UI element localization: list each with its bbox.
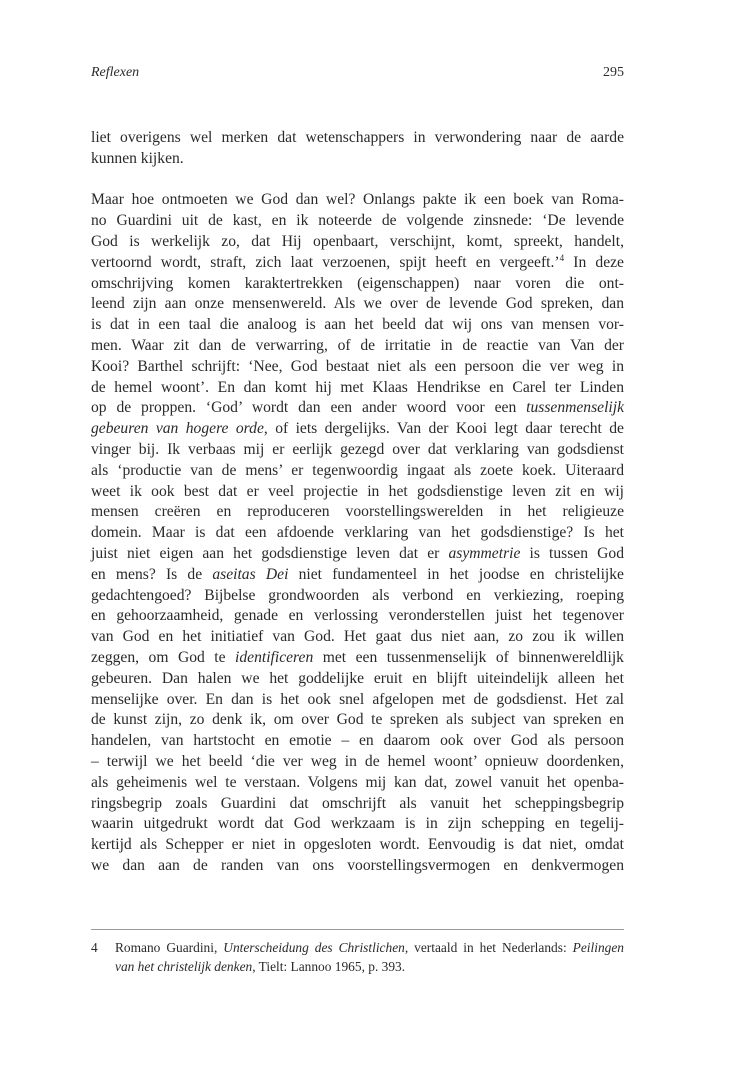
text-fragment: niet fundamenteel in het joodse en christelijke — [288, 565, 624, 583]
text-fragment: , of iets dergelijks. Van der Kooi legt daar terecht de — [263, 420, 624, 438]
text-line: waarin uitgedrukt wordt dat God werkzaam is in zijn schepping en tegelij- — [91, 815, 624, 833]
text-fragment: vertoornd wordt, straft, zich laat verzoenen, spijt heeft en vergeeft.’ — [91, 253, 560, 271]
text-fragment: In deze — [564, 253, 624, 271]
text-line: ringsbegrip zoals Guardini dat omschrijft als vanuit het scheppingsbegrip — [91, 794, 624, 812]
text-line — [91, 648, 624, 669]
text-line: van God en het initiatief van God. Het gaat dus niet aan, zo zou ik willen — [91, 628, 624, 646]
text-fragment: , Tielt: Lannoo 1965, p. 393. — [252, 959, 406, 974]
footnote-entry — [91, 938, 624, 976]
text-line: liet overigens wel merken dat wetenschappers in verwondering naar de aarde — [91, 129, 624, 146]
text-line — [91, 419, 624, 440]
text-fragment: , vertaald in het Nederlands: — [404, 940, 573, 955]
italic-term: gebeuren van hogere orde — [91, 420, 264, 438]
text-line: no Guardini uit de kast, en ik noteerde de volgende zinsnede: ‘De levende — [91, 212, 624, 230]
text-line: de hemel woont’. En dan komt hij met Klaas Hendrikse en Carel ter Linden — [91, 378, 624, 396]
text-line: en gehoorzaamheid, genade en verlossing veronderstellen juist het tegenover — [91, 607, 624, 625]
text-line: kunnen kijken. — [91, 149, 184, 167]
text-line: Kooi? Barthel schrijft: ‘Nee, God bestaat niet als een persoon die ver weg in — [91, 357, 624, 375]
footnote-number: 4 — [91, 940, 98, 955]
text-line: – terwijl we het beeld ‘die ver weg in de hemel woont’ opnieuw doordenken, — [91, 752, 624, 770]
text-line — [91, 544, 624, 565]
text-fragment: en mens? Is de — [91, 565, 213, 583]
text-line: gebeuren. Dan halen we het goddelijke eruit en blijft uiteindelijk alleen het — [91, 669, 624, 687]
italic-term: Peilingen — [572, 940, 624, 955]
text-line: de kunst zijn, zo denk ik, om over God te spreken als subject van spreken en — [91, 711, 624, 729]
text-line: men. Waar zit dan de verwarring, of de irritatie in de reactie van Van der — [91, 336, 624, 354]
text-line: mensen creëren en reproduceren voorstellingswerelden in het religieuze — [91, 503, 624, 521]
text-line: menselijke over. En dan is het ook snel afgelopen met de godsdienst. Het zal — [91, 690, 624, 708]
footnote-text — [115, 938, 624, 976]
text-line: Maar hoe ontmoeten we God dan wel? Onlangs pakte ik een boek van Roma- — [91, 191, 624, 209]
text-line: domein. Maar is dat een afdoende verklaring van het godsdienstige? Is het — [91, 524, 624, 542]
text-line: als geheimenis wel te verstaan. Volgens mij kan dat, zowel vanuit het openba- — [91, 773, 624, 791]
footnote — [91, 938, 624, 976]
text-line: is dat in een taal die analoog is aan het beeld dat wij ons van mensen vor- — [91, 316, 624, 334]
text-line — [91, 253, 624, 274]
text-line: handelen, van hartstocht en emotie – en daarom ook over God als persoon — [91, 732, 624, 750]
footnote-line — [115, 957, 624, 976]
text-fragment: juist niet eigen aan het godsdienstige leven dat er — [91, 544, 449, 562]
text-line: we dan aan de randen van ons voorstellingsvermogen en denkvermogen — [91, 856, 624, 874]
text-fragment: Romano Guardini, — [115, 940, 224, 955]
italic-term: identificeren — [235, 648, 314, 666]
text-fragment: zeggen, om God te — [91, 648, 236, 666]
text-line: omschrijving komen karaktertrekken (eigenschappen) naar voren die ont- — [91, 274, 624, 292]
footnote-line — [115, 938, 624, 957]
page-number: 295 — [603, 65, 624, 80]
footnote-divider — [91, 929, 624, 930]
italic-term: asymmetrie — [448, 544, 521, 562]
paragraph-1 — [91, 128, 624, 170]
text-line: weet ik ook best dat er veel projectie in het godsdienstige leven zit en wij — [91, 482, 624, 500]
italic-term: Unterscheidung des Christlichen — [223, 940, 405, 955]
text-fragment: is tussen God — [520, 544, 624, 562]
text-line: God is werkelijk zo, dat Hij openbaart, verschijnt, komt, spreekt, handelt, — [91, 232, 624, 250]
footnote-reference[interactable]: 4 — [559, 252, 565, 263]
text-line: gedachtengoed? Bijbelse grondwoorden als verbond en verkiezing, roeping — [91, 586, 624, 604]
italic-term: aseitas Dei — [212, 565, 289, 583]
italic-term: tussenmenselijk — [526, 399, 624, 417]
text-fragment: met een tussenmenselijk of binnenwereldlijk — [313, 648, 624, 666]
italic-term: van het christelijk denken — [115, 959, 253, 974]
text-fragment: op de proppen. ‘God’ wordt dan een ander woord voor een — [91, 399, 527, 417]
running-head — [91, 64, 624, 82]
paragraph-2 — [91, 190, 624, 876]
text-line: vinger bij. Ik verbaas mij er eerlijk gezegd over dat verklaring van godsdienst — [91, 440, 624, 458]
text-line: kertijd als Schepper er niet in opgesloten wordt. Eenvoudig is dat niet, omdat — [91, 836, 624, 854]
text-line — [91, 398, 624, 419]
main-text — [91, 128, 624, 877]
text-line — [91, 565, 624, 586]
text-line: als ‘productie van de mens’ er tegenwoordig ingaat als zoete koek. Uiteraard — [91, 461, 624, 479]
text-line: leend zijn aan onze mensenwereld. Als we over de levende God spreken, dan — [91, 295, 624, 313]
running-title: Reflexen — [91, 65, 140, 80]
